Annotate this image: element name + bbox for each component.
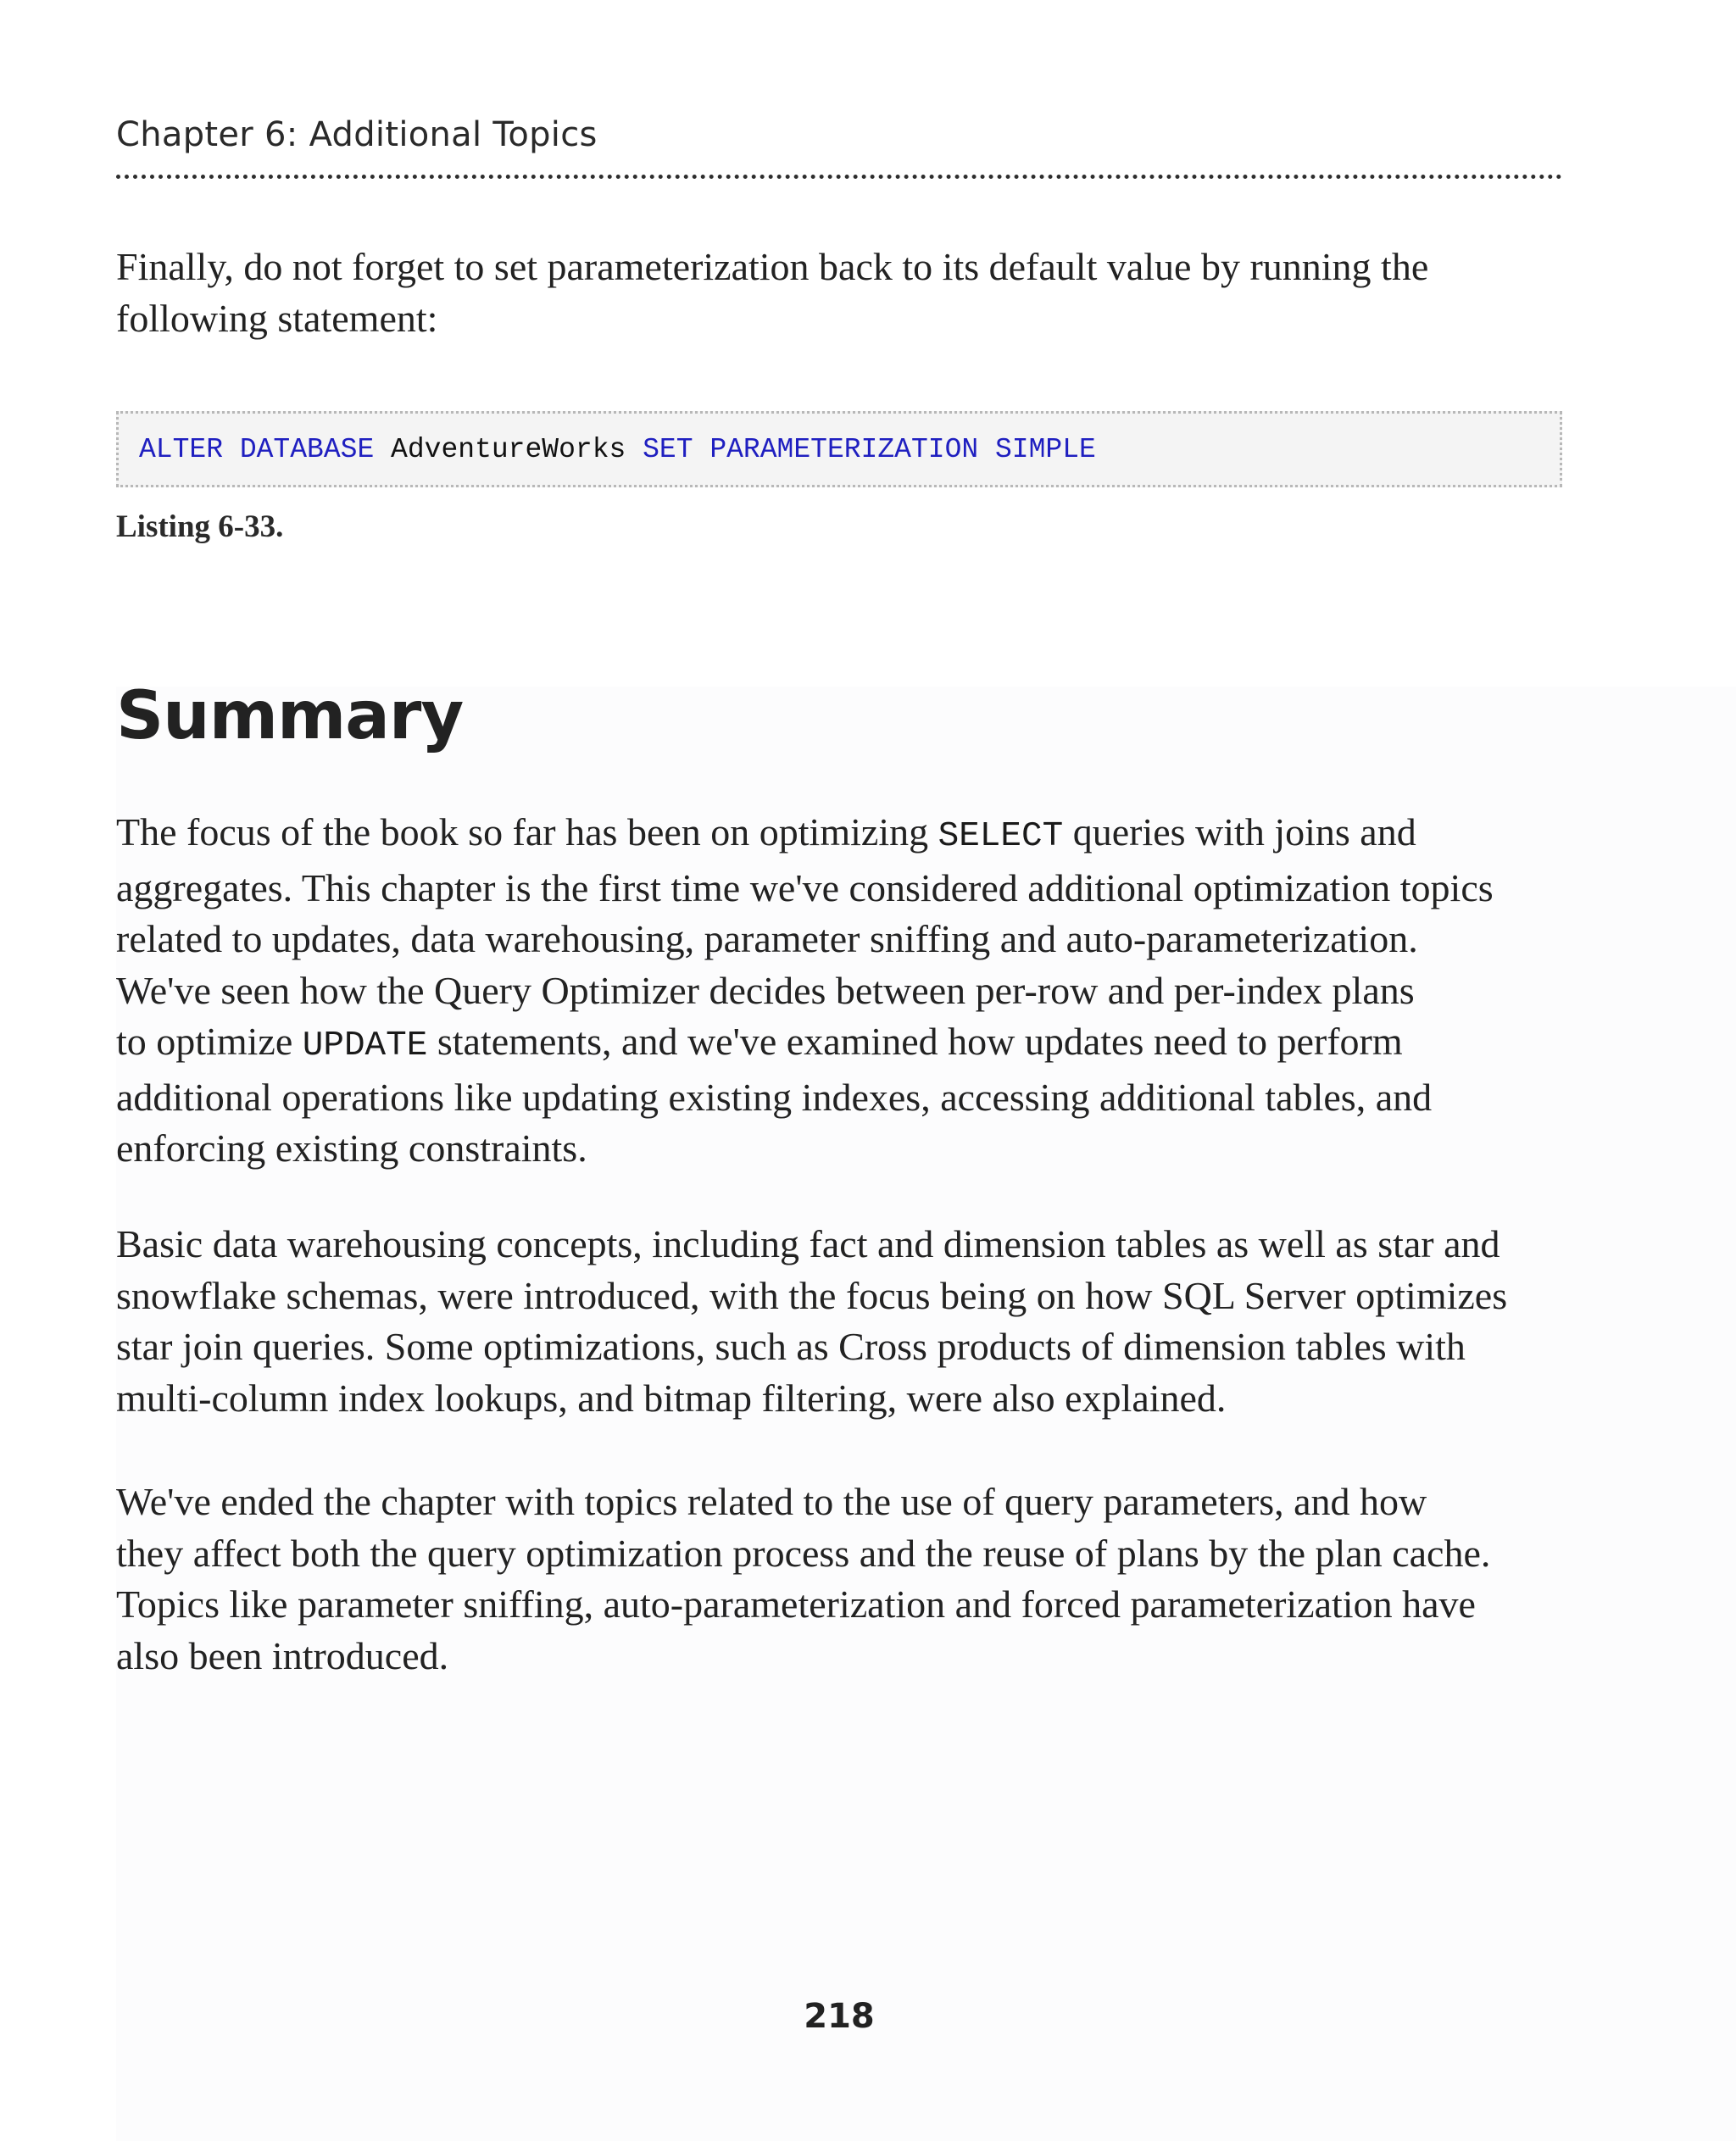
paragraph-text: Topics like parameter sniffing, auto-parameterization and forced parameterization have: [116, 1582, 1476, 1626]
code-identifier: AdventureWorks: [374, 433, 643, 465]
paragraph-text: queries with joins and: [1063, 810, 1416, 854]
intro-paragraph: [116, 242, 1562, 344]
summary-paragraph-3: [116, 1476, 1562, 1682]
intro-line: following statement:: [116, 296, 438, 340]
paragraph-text: Basic data warehousing concepts, including fact and dimension tables as well as star and: [116, 1222, 1500, 1265]
section-title: Summary: [116, 678, 464, 754]
paragraph-text: snowflake schemas, were introduced, with the focus being on how SQL Server optimizes: [116, 1273, 1508, 1317]
paragraph-text: statements, and we've examined how updates need to perform: [427, 1020, 1403, 1063]
paragraph-text: multi-column index lookups, and bitmap filtering, were also explained.: [116, 1376, 1227, 1420]
listing-caption: Listing 6-33.: [116, 509, 284, 544]
code-listing: [116, 411, 1562, 487]
paragraph-text: they affect both the query optimization process and the reuse of plans by the plan cache.: [116, 1531, 1491, 1575]
header-dotted-rule: [116, 175, 1562, 179]
paragraph-text: additional operations like updating existing indexes, accessing additional tables, and: [116, 1075, 1433, 1119]
intro-line: Finally, do not forget to set parameterization back to its default value by running the: [116, 245, 1429, 288]
paragraph-text: star join queries. Some optimizations, such as Cross products of dimension tables with: [116, 1325, 1466, 1368]
inline-code: SELECT: [938, 817, 1064, 856]
paragraph-text: aggregates. This chapter is the first time we've considered additional optimization topics: [116, 865, 1494, 909]
summary-paragraph-2: [116, 1219, 1562, 1424]
paragraph-text: We've ended the chapter with topics related to the use of query parameters, and how: [116, 1480, 1427, 1523]
page-number: 218: [804, 1997, 875, 2036]
summary-paragraph-1: [116, 807, 1562, 1175]
paragraph-text: The focus of the book so far has been on optimizing: [116, 810, 938, 854]
code-keyword: SET PARAMETERIZATION SIMPLE: [643, 433, 1096, 465]
code-keyword: ALTER DATABASE: [139, 433, 375, 465]
paragraph-text: related to updates, data warehousing, parameter sniffing and auto-parameterization.: [116, 917, 1418, 960]
paragraph-text: We've seen how the Query Optimizer decides between per-row and per-index plans: [116, 968, 1415, 1012]
inline-code: UPDATE: [302, 1026, 428, 1065]
paragraph-text: to optimize: [116, 1020, 303, 1063]
chapter-running-header: Chapter 6: Additional Topics: [116, 115, 598, 154]
paragraph-text: also been introduced.: [116, 1633, 449, 1677]
paragraph-text: enforcing existing constraints.: [116, 1126, 587, 1170]
